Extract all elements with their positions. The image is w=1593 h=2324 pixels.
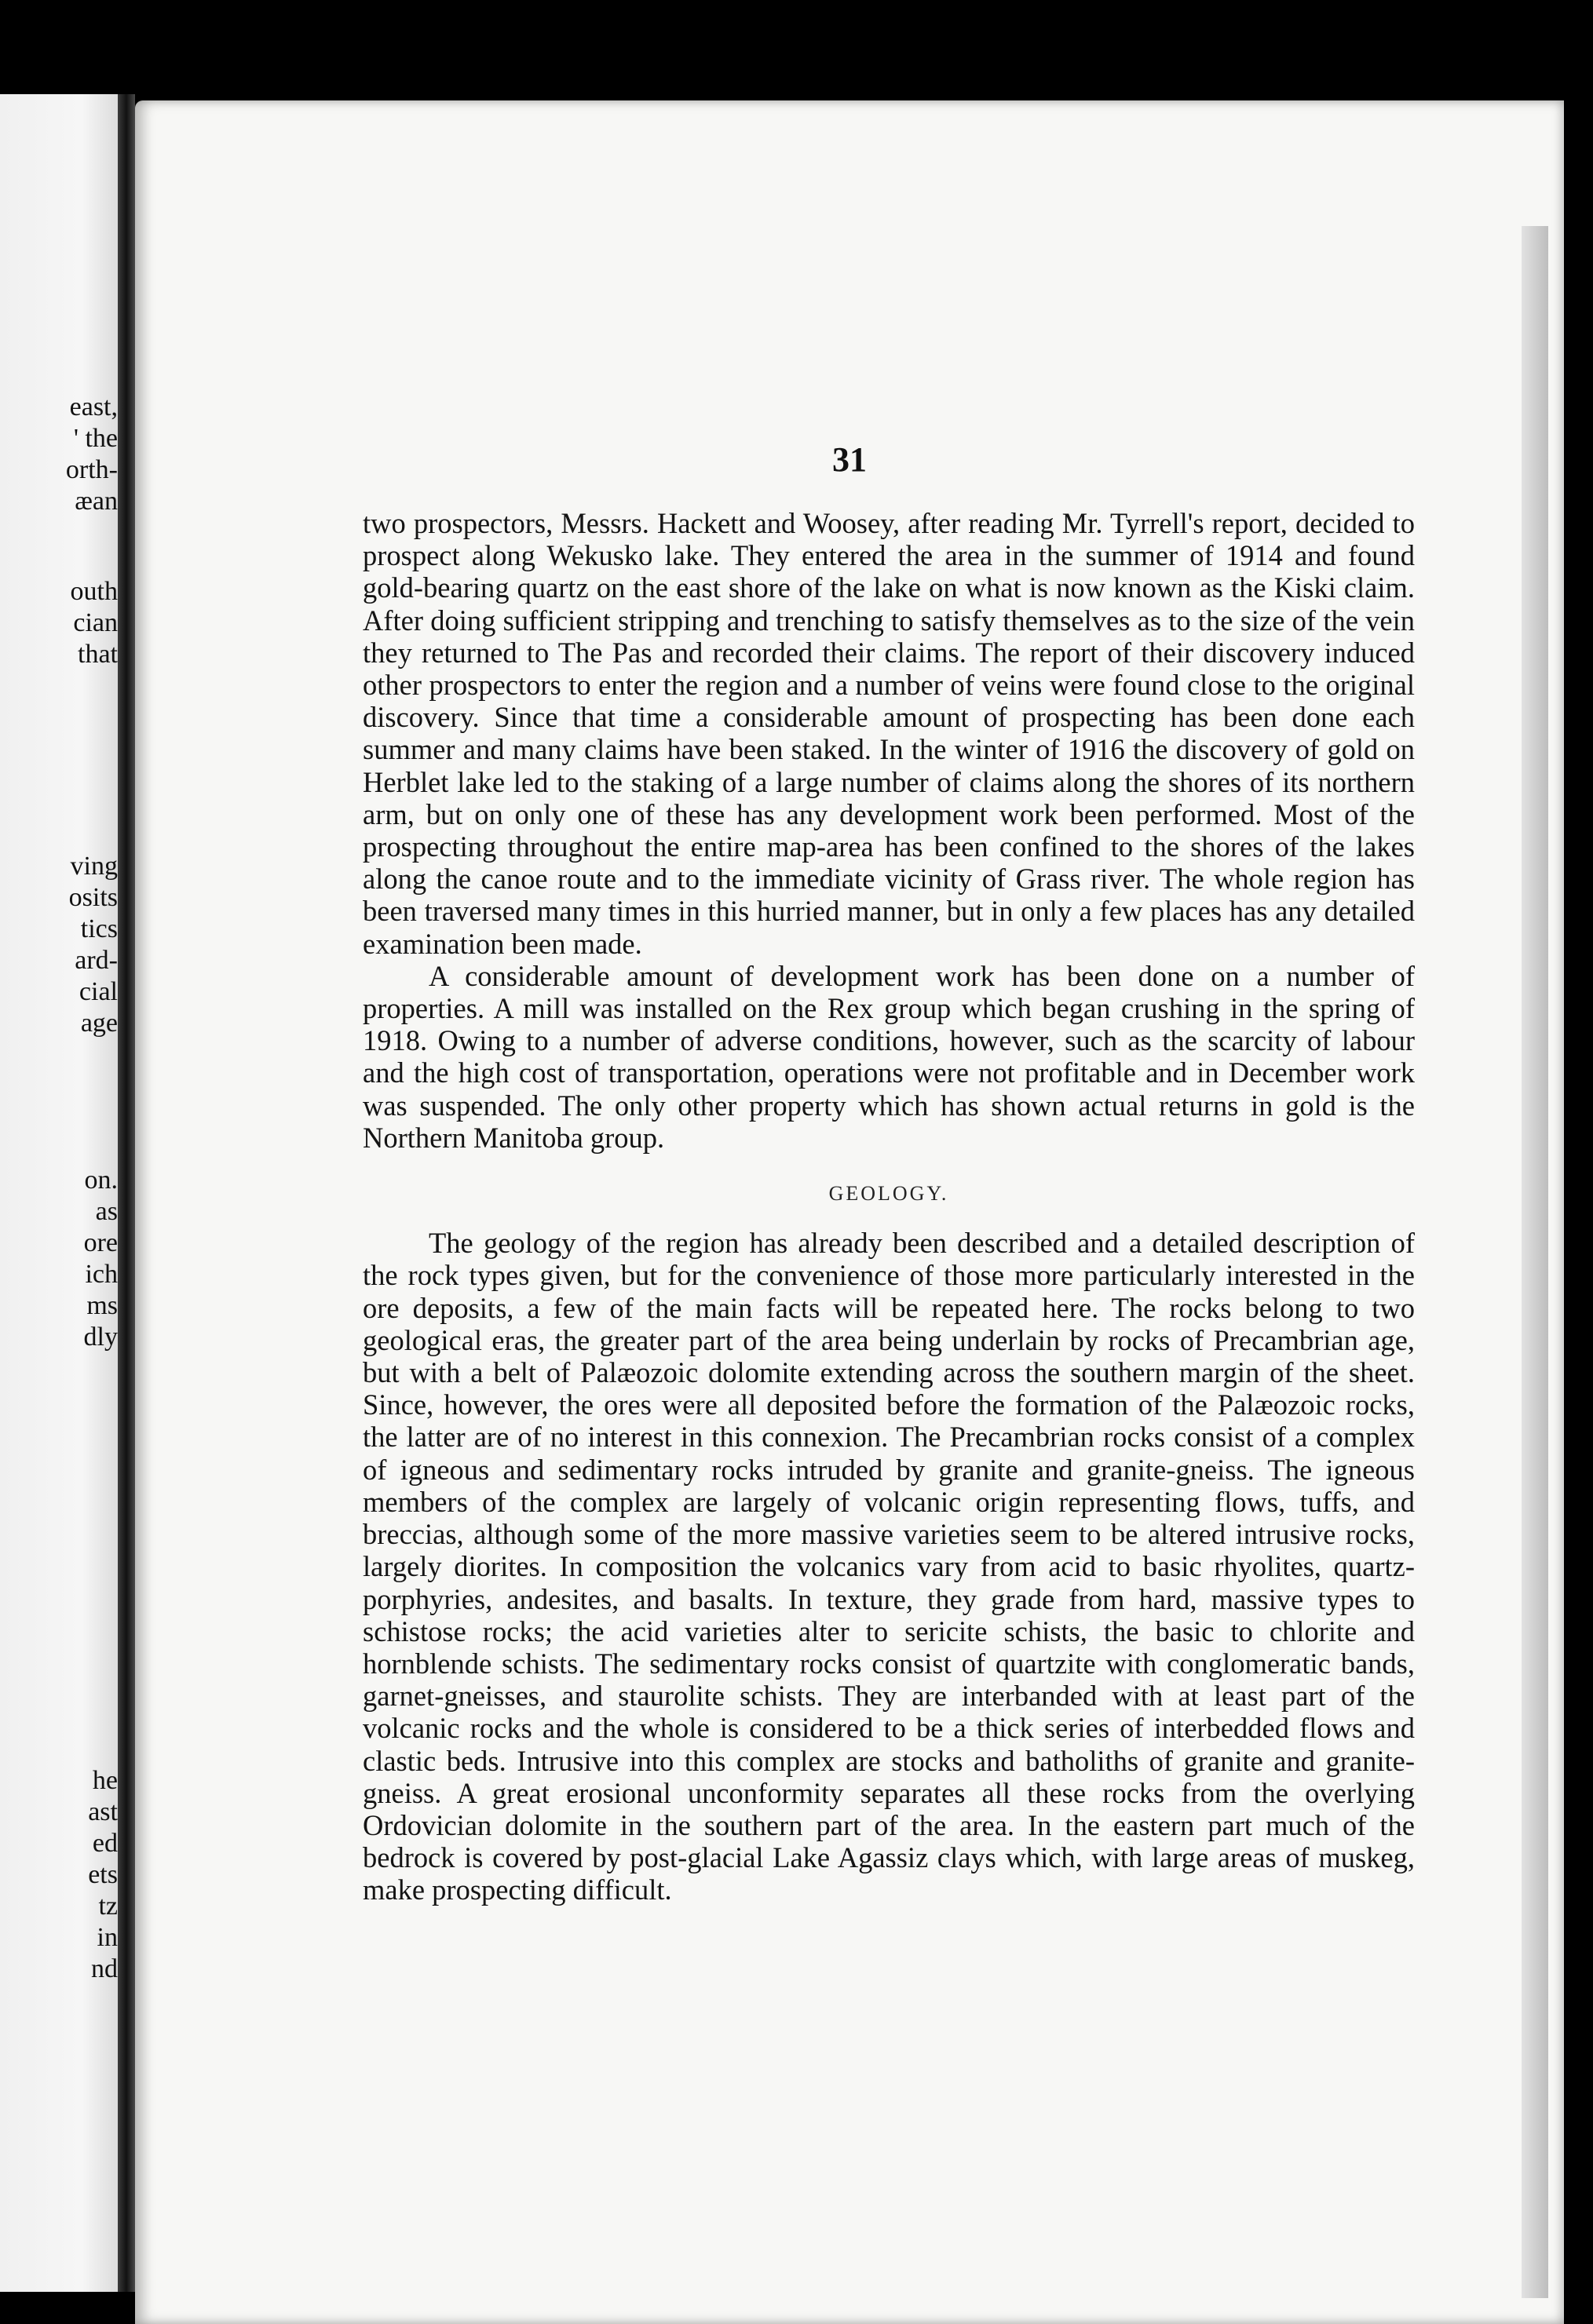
document-page — [135, 100, 1564, 2324]
margin-fragment: tics — [80, 914, 118, 943]
book-gutter — [118, 94, 135, 2292]
margin-fragment: as — [95, 1197, 118, 1226]
margin-fragment: ' the — [73, 424, 118, 453]
margin-fragment: ich — [85, 1260, 118, 1289]
margin-fragment: on. — [84, 1166, 118, 1195]
paragraph-geology: The geology of the region has already been described and a detailed description of the rock types given, but for the convenience of those more particularly interested in the ore deposits, a few of the main facts will be repeated here. The rocks belong to two geological eras, the greater part of the area being underlain by rocks of Precambrian age, but with a belt of Palæozoic dolomite extending across the southern margin of the sheet. Since, however, the ores were all deposited before the formation of the Palæozoic rocks, the latter are of no interest in this connexion. The Precambrian rocks consist of a complex of igneous and sedimentary rocks intruded by granite and granite-gneiss. The igneous members of the complex are largely of volcanic origin representing flows, tuffs, and breccias, although some of the more massive varieties seem to be altered intrusive rocks, largely diorites. In composition the volcanics vary from acid to basic rhyolites, quartz-porphyries, andesites, and basalts. In texture, they grade from hard, massive types to schistose rocks; the acid varieties alter to sericite schists, the basic to chlorite and hornblende schists. The sedimentary rocks consist of quartzite with conglomeratic bands, garnet-gneisses, and staurolite schists. They are interbanded with at least part of the volcanic rocks and the whole is considered to be a thick series of interbedded flows and clastic beds. Intrusive into this complex are stocks and batholiths of granite and granite-gneiss. A great erosional unconformity separates all these rocks from the overlying Ordovician dolomite in the southern part of the area. In the eastern part much of the bedrock is covered by post-glacial Lake Agassiz clays which, with large areas of muskeg, make prospecting difficult. — [363, 1227, 1415, 1906]
margin-fragment: ets — [88, 1860, 118, 1889]
section-heading-geology: GEOLOGY. — [828, 1182, 949, 1206]
margin-fragment: ard- — [75, 946, 118, 975]
margin-fragment: age — [80, 1009, 118, 1038]
page-stack-edge — [1522, 226, 1548, 2298]
page-number: 31 — [832, 440, 867, 479]
margin-fragment: outh — [70, 577, 118, 606]
margin-fragment: he — [92, 1766, 118, 1795]
margin-fragment: ms — [86, 1291, 118, 1320]
margin-fragment: that — [78, 640, 118, 669]
margin-fragment: osits — [68, 883, 118, 912]
margin-fragment: ed — [92, 1829, 118, 1858]
margin-fragment: dly — [83, 1323, 118, 1352]
previous-page-edge — [0, 94, 118, 2292]
margin-fragment: in — [97, 1923, 118, 1952]
margin-fragment: æan — [75, 487, 118, 516]
margin-fragment: cian — [73, 608, 118, 637]
body-text — [363, 507, 1415, 1906]
paragraph-prospecting-history: two prospectors, Messrs. Hackett and Woosey, after reading Mr. Tyrrell's report, decided to prospect along Wekusko lake. They entered the area in the summer of 1914 and found gold-bearing quartz on the east shore of the lake on what is now known as the Kiski claim. After doing sufficient stripping and trenching to satisfy themselves as to the size of the vein they returned to The Pas and recorded their claims. The report of their discovery induced other prospectors to enter the region and a number of veins were found close to the original discovery. Since that time a considerable amount of prospecting has been done each summer and many claims have been staked. In the winter of 1916 the discovery of gold on Herblet lake led to the staking of a large number of claims along the shores of its northern arm, but on only one of these has any development work been performed. Most of the prospecting throughout the entire map-area has been confined to the shores of the lakes along the canoe route and to the immediate vicinity of Grass river. The whole region has been traversed many times in this hurried manner, but in only a few places has any detailed examination been made. — [363, 507, 1415, 960]
margin-fragment: ore — [83, 1228, 118, 1257]
margin-fragment: nd — [91, 1954, 118, 1983]
margin-fragment: east, — [69, 392, 118, 421]
margin-fragment: orth- — [65, 455, 118, 484]
margin-fragment: ast — [88, 1797, 118, 1826]
margin-fragment: ving — [70, 852, 118, 881]
margin-fragment: cial — [79, 977, 118, 1006]
margin-fragment: tz — [98, 1892, 118, 1921]
paragraph-development-work: A considerable amount of development work has been done on a number of properties. A mill was installed on the Rex group which began crushing in the spring of 1918. Owing to a number of adverse conditions, however, such as the scarcity of labour and the high cost of transportation, operations were not profitable and in December work was suspended. The only other property which has shown actual returns in gold is the Northern Manitoba group. — [363, 959, 1415, 1154]
